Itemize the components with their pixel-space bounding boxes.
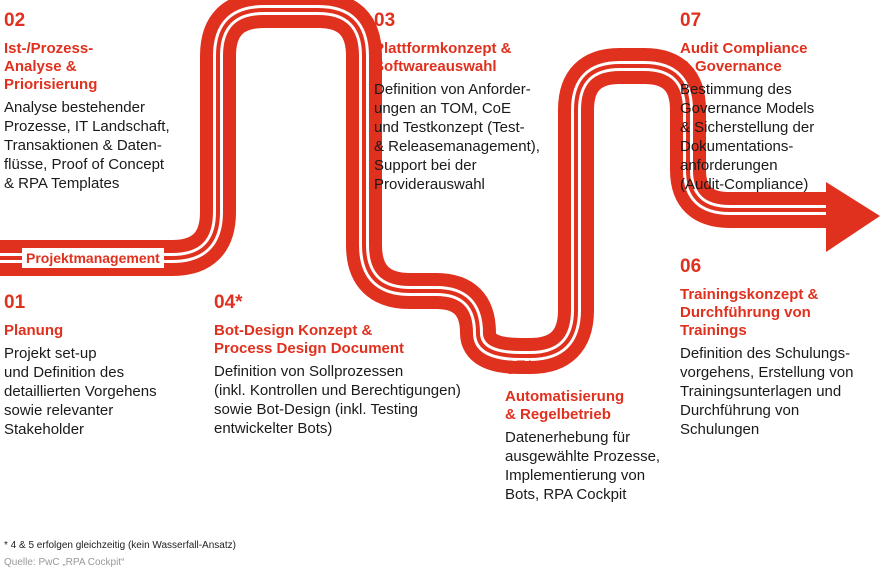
step-number: 05*	[505, 358, 534, 379]
step-number: 01	[4, 292, 26, 313]
step-04	[214, 292, 484, 438]
step-title: Audit Compliance & Governance	[680, 40, 808, 75]
source-note: Quelle: PwC „RPA Cockpit“	[4, 557, 125, 568]
step-title: Planung	[4, 322, 64, 339]
step-number: 03	[374, 10, 396, 31]
step-description: Definition von Anforder- ungen an TOM, CoE und Testkonzept (Test- & Releasemanagement), Support bei der Providerauswahl	[374, 81, 540, 193]
step-05	[505, 358, 680, 504]
step-number: 02	[4, 10, 26, 31]
step-07	[680, 10, 880, 194]
step-title: Ist-/Prozess- Analyse & Priorisierung	[4, 40, 98, 93]
step-title: Automatisierung & Regelbetrieb	[505, 388, 625, 423]
step-description: Definition des Schulungs- vorgehens, Erstellung von Trainingsunterlagen und Durchführung von Schulungen	[680, 345, 854, 438]
step-description: Bestimmung des Governance Models & Sicherstellung der Dokumentations- anforderungen (Audit-Compliance)	[680, 81, 815, 193]
step-title: Plattformkonzept & Softwareauswahl	[374, 40, 512, 75]
step-06	[680, 256, 880, 439]
footnote: * 4 & 5 erfolgen gleichzeitig (kein Wasserfall-Ansatz)	[4, 540, 236, 551]
step-number: 06	[680, 256, 702, 277]
step-description: Definition von Sollprozessen (inkl. Kontrollen und Berechtigungen) sowie Bot-Design (inkl. Testing entwickelter Bots)	[214, 363, 461, 437]
step-03	[374, 10, 569, 194]
project-management-label: Projektmanagement	[22, 248, 164, 268]
step-number: 04*	[214, 292, 243, 313]
step-01	[4, 292, 204, 439]
step-description: Analyse bestehender Prozesse, IT Landschaft, Transaktionen & Daten- flüsse, Proof of Concept & RPA Templates	[4, 99, 170, 192]
step-description: Datenerhebung für ausgewählte Prozesse, Implementierung von Bots, RPA Cockpit	[505, 429, 661, 503]
step-description: Projekt set-up und Definition des detaillierten Vorgehens sowie relevanter Stakeholder	[4, 345, 157, 438]
step-02	[4, 10, 204, 193]
step-title: Trainingskonzept & Durchführung von Trainings	[680, 286, 819, 339]
step-number: 07	[680, 10, 702, 31]
step-title: Bot-Design Konzept & Process Design Document	[214, 322, 405, 357]
